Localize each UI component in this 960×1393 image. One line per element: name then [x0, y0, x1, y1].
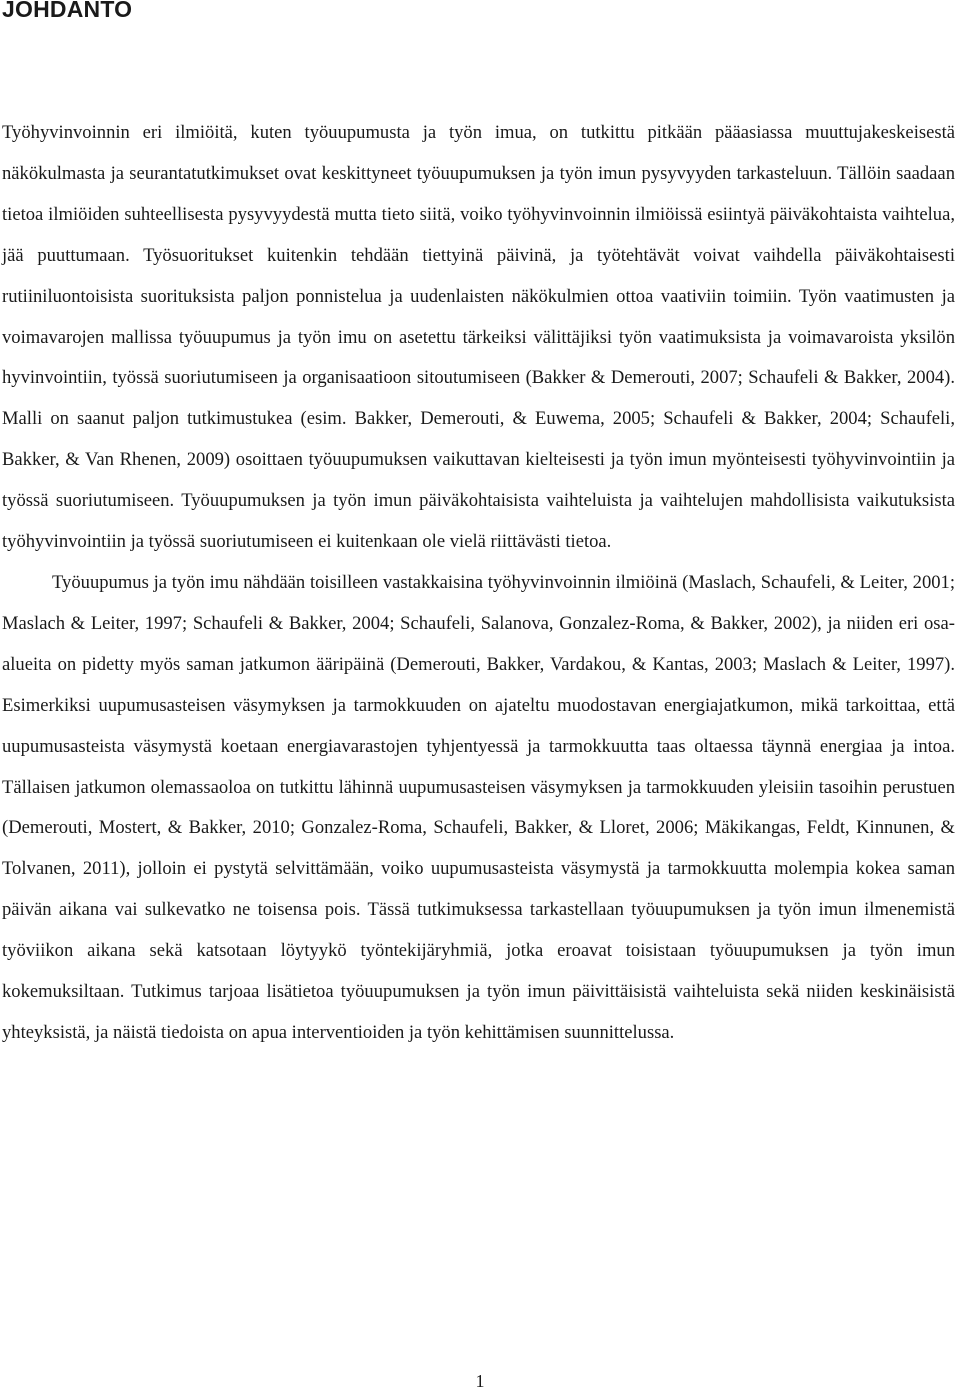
- body-text: [2, 113, 955, 1054]
- page-number: 1: [475, 1371, 485, 1391]
- paragraph-2: Työuupumus ja työn imu nähdään toisilleen vastakkaisina työhyvinvoinnin ilmiöinä (Maslach, Schaufeli, & Leiter, 2001; Maslach & Leiter, 1997; Schaufeli & Bakker, 2004; Schaufeli, Salanova, Gonzalez-Roma, & Bakker, 2002), ja niiden eri osa-alueita on pidetty myös saman jatkumon ääripäinä (Demerouti, Bakker, Vardakou, & Kantas, 2003; Maslach & Leiter, 1997). Esimerkiksi uupumusasteisen väsymyksen ja tarmokkuuden on ajateltu muodostavan energiajatkumon, mikä tarkoittaa, että uupumusasteista väsymystä koetaan energiavarastojen tyhjentyessä ja tarmokkuutta taas oltaessa täynnä energiaa ja intoa. Tällaisen jatkumon olemassaoloa on tutkittu lähinnä uupumusasteisen väsymyksen ja tarmokkuuden yleisiin tasoihin perustuen (Demerouti, Mostert, & Bakker, 2010; Gonzalez-Roma, Schaufeli, Bakker, & Lloret, 2006; Mäkikangas, Feldt, Kinnunen, & Tolvanen, 2011), jolloin ei pystytä selvittämään, voiko uupumusasteista väsymystä ja tarmokkuutta molempia kokea saman päivän aikana vai sulkevatko ne toisensa pois. Tässä tutkimuksessa tarkastellaan työuupumuksen ja työn imun ilmenemistä työviikon aikana sekä katsotaan löytyykö työntekijäryhmiä, jotka eroavat toisistaan työuupumuksen ja työn imun kokemuksiltaan. Tutkimus tarjoaa lisätietoa työuupumuksen ja työn imun päivittäisistä vaihteluista sekä niiden keskinäisistä yhteyksistä, ja näistä tiedoista on apua interventioiden ja työn kehittämisen suunnittelussa.: [2, 571, 955, 1043]
- paragraph-1: Työhyvinvoinnin eri ilmiöitä, kuten työuupumusta ja työn imua, on tutkittu pitkään pääasiassa muuttujakeskeisestä näkökulmasta ja seurantatutkimukset ovat keskittyneet työuupumuksen ja työn imun pysyvyyden tarkasteluun. Tällöin saadaan tietoa ilmiöiden suhteellisesta pysyvyydestä mutta tieto siitä, voiko työhyvinvoinnin ilmiöissä esiintyä päiväkohtaista vaihtelua, jää puuttumaan. Työsuoritukset kuitenkin tehdään tiettyinä päivinä, ja työtehtävät voivat vaihdella päiväkohtaisesti rutiiniluontoisista suorituksista paljon ponnistelua ja uudenlaisten näkökulmien ottoa vaativiin toimiin. Työn vaatimusten ja voimavarojen mallissa työuupumus ja työn imu on asetettu tärkeiksi välittäjiksi työn vaatimuksista ja voimavaroista yksilön hyvinvointiin, työssä suoriutumiseen ja organisaatioon sitoutumiseen (Bakker & Demerouti, 2007; Schaufeli & Bakker, 2004). Malli on saanut paljon tutkimustukea (esim. Bakker, Demerouti, & Euwema, 2005; Schaufeli & Bakker, 2004; Schaufeli, Bakker, & Van Rhenen, 2009) osoittaen työuupumuksen vaikuttavan kielteisesti ja työn imun myönteisesti työhyvinvointiin ja työssä suoriutumiseen. Työuupumuksen ja työn imun päiväkohtaisista vaihteluista ja vaihtelujen mahdollisista vaikutuksista työhyvinvointiin ja työssä suoriutumiseen ei kuitenkaan ole vielä riittävästi tietoa.: [2, 122, 955, 553]
- section-heading: JOHDANTO: [2, 0, 133, 22]
